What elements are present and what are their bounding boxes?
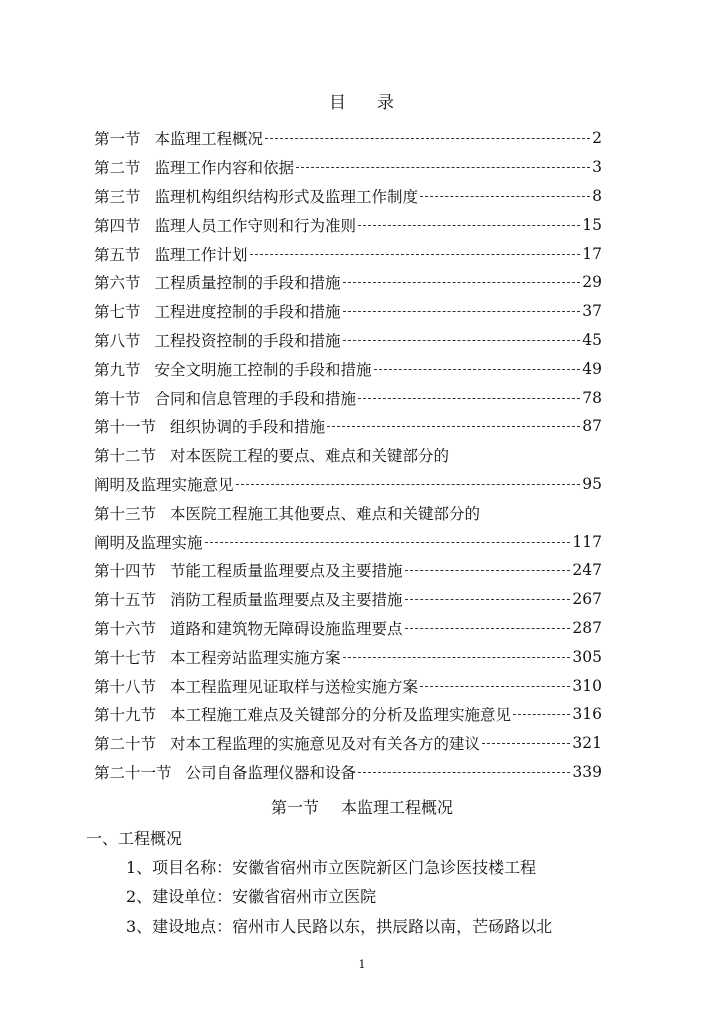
toc-entry-title: 监理工作计划: [154, 245, 248, 264]
toc-entry-number: 第十五节: [94, 591, 157, 610]
toc-entry-page: 8: [592, 186, 602, 205]
toc-dot-leader: [405, 569, 571, 571]
section-heading: [0, 795, 724, 818]
toc-entry: [94, 758, 602, 787]
toc-entry: [94, 268, 602, 297]
toc-entry: [94, 297, 602, 326]
toc-entry: [94, 412, 602, 441]
toc-dot-leader: [405, 598, 571, 600]
toc-entry: [94, 729, 602, 758]
toc-title: [0, 88, 724, 113]
toc-entry-number: 第十七节: [94, 648, 157, 667]
toc-entry-title: 公司自备监理仪器和设备: [185, 763, 357, 782]
toc-entry-number: 第一节: [94, 130, 141, 149]
toc-entry-number: 第十六节: [94, 619, 157, 638]
toc-entry-title: 消防工程质量监理要点及主要措施: [170, 591, 403, 610]
toc-entry-number: 第二十节: [94, 735, 157, 754]
toc-entry-title: 工程质量控制的手段和措施: [154, 274, 341, 293]
toc-title-right: 录: [377, 93, 395, 113]
toc-dot-leader: [420, 195, 590, 197]
toc-entry-title: 合同和信息管理的手段和措施: [154, 389, 357, 408]
toc-dot-leader: [482, 742, 570, 744]
list-item: 1、项目名称：安徽省宿州市立医院新区门急诊医技楼工程: [126, 858, 537, 877]
toc-dot-leader: [420, 685, 570, 687]
toc-dot-leader: [343, 281, 581, 283]
toc-entry-title: 阐明及监理实施意见: [94, 475, 234, 494]
toc-entry-number: 第六节: [94, 274, 141, 293]
toc-dot-leader: [343, 310, 581, 312]
toc-entry: [94, 354, 602, 383]
toc-entry-title: 工程投资控制的手段和措施: [154, 331, 341, 350]
toc-entry-number: 第五节: [94, 245, 141, 264]
toc-entry-title: 监理机构组织结构形式及监理工作制度: [154, 187, 419, 206]
toc-entry-number: 第四节: [94, 216, 141, 235]
toc-entry-page: 45: [582, 330, 602, 349]
toc-entry-page: 247: [572, 561, 602, 580]
toc-entry-title: 节能工程质量监理要点及主要措施: [170, 562, 403, 581]
toc-dot-leader: [358, 224, 580, 226]
toc-entry-number: 第二节: [94, 159, 141, 178]
toc-entry-number: 第十一节: [94, 418, 157, 437]
toc-entry-title: 本工程旁站监理实施方案: [170, 648, 341, 667]
toc-entry-page: 95: [582, 474, 602, 493]
toc-entry-page: 2: [592, 129, 602, 148]
toc-dot-leader: [513, 713, 570, 715]
toc-entry-number: 第九节: [94, 360, 141, 379]
toc-entry-title: 监理工作内容和依据: [154, 159, 295, 178]
toc-entry-number: 第十节: [94, 389, 141, 408]
toc-entry-page: 37: [582, 302, 602, 321]
toc-entry-title: 阐明及监理实施: [94, 533, 203, 552]
toc-entry-title: 道路和建筑物无障碍设施监理要点: [170, 619, 403, 638]
toc-entry-page: 316: [572, 705, 602, 724]
toc-entry-title: 本监理工程概况: [154, 130, 264, 149]
toc-entry: [94, 239, 602, 268]
section-number: 第一节: [270, 798, 319, 817]
toc-entry: [94, 527, 602, 556]
list-item: 3、建设地点：宿州市人民路以东，拱辰路以南，芒砀路以北: [126, 917, 553, 936]
toc-entry-page: 78: [582, 388, 602, 407]
toc-entry-page: 15: [582, 215, 602, 234]
toc-entry-number: 第三节: [94, 187, 141, 206]
toc-title-left: 目: [329, 93, 347, 113]
toc-entry-title: 组织协调的手段和措施: [170, 418, 326, 437]
toc-entry: [94, 614, 602, 643]
toc-entry-page: 287: [572, 618, 602, 637]
toc-dot-leader: [343, 339, 581, 341]
toc-entry-page: 305: [572, 647, 602, 666]
toc-entry-number: 第七节: [94, 303, 141, 322]
toc-entry-number: 第十二节: [94, 447, 157, 466]
toc-entry-number: 第二十一节: [94, 763, 172, 782]
toc-entry: [94, 700, 602, 729]
toc-dot-leader: [236, 483, 581, 485]
toc-dot-leader: [296, 166, 590, 168]
table-of-contents: [94, 124, 602, 786]
toc-entry-page: 310: [572, 676, 602, 695]
toc-entry: [94, 585, 602, 614]
toc-entry: [94, 671, 602, 700]
toc-entry-title: 本工程施工难点及关键部分的分析及监理实施意见: [170, 706, 512, 725]
toc-entry: [94, 326, 602, 355]
toc-entry: [94, 182, 602, 211]
toc-entry-title: 监理人员工作守则和行为准则: [154, 216, 357, 235]
subsection-heading: 一、工程概况: [86, 829, 183, 848]
toc-dot-leader: [358, 397, 580, 399]
toc-entry-page: 339: [572, 762, 602, 781]
toc-dot-leader: [205, 541, 571, 543]
toc-entry-page: 117: [572, 532, 602, 551]
toc-entry-page: 49: [582, 359, 602, 378]
toc-dot-leader: [374, 368, 581, 370]
toc-entry-page: 29: [582, 273, 602, 292]
toc-entry: [94, 642, 602, 671]
toc-entry-title: 对本医院工程的要点、难点和关键部分的: [170, 447, 450, 466]
toc-dot-leader: [250, 253, 581, 255]
toc-entry-page: 87: [582, 417, 602, 436]
page-number: 1: [358, 958, 366, 971]
toc-entry-page: 3: [592, 158, 602, 177]
toc-entry-title: 本医院工程施工其他要点、难点和关键部分的: [170, 504, 481, 523]
toc-entry: [94, 124, 602, 153]
toc-entry-page: 17: [582, 244, 602, 263]
toc-entry-number: 第十九节: [94, 706, 157, 725]
toc-entry: [94, 153, 602, 182]
toc-entry-page: 267: [572, 590, 602, 609]
toc-entry-title: 工程进度控制的手段和措施: [154, 303, 341, 322]
section-title: 本监理工程概况: [341, 798, 454, 817]
toc-entry-title: 本工程监理见证取样与送检实施方案: [170, 677, 419, 696]
toc-entry-page: 321: [572, 734, 602, 753]
toc-dot-leader: [405, 627, 571, 629]
toc-entry-title: 安全文明施工控制的手段和措施: [154, 360, 372, 379]
toc-dot-leader: [327, 425, 580, 427]
toc-entry: [94, 383, 602, 412]
toc-entry-number: 第十三节: [94, 504, 157, 523]
toc-entry: [94, 498, 602, 527]
toc-dot-leader: [358, 771, 570, 773]
toc-entry-number: 第八节: [94, 331, 141, 350]
list-item: 2、建设单位：安徽省宿州市立医院: [126, 887, 377, 906]
toc-dot-leader: [343, 656, 571, 658]
toc-entry-number: 第十八节: [94, 677, 157, 696]
toc-entry-title: 对本工程监理的实施意见及对有关各方的建议: [170, 735, 481, 754]
toc-entry: [94, 556, 602, 585]
toc-entry: [94, 210, 602, 239]
toc-entry: [94, 441, 602, 470]
toc-entry: [94, 470, 602, 499]
toc-entry-number: 第十四节: [94, 562, 157, 581]
toc-dot-leader: [265, 137, 590, 139]
